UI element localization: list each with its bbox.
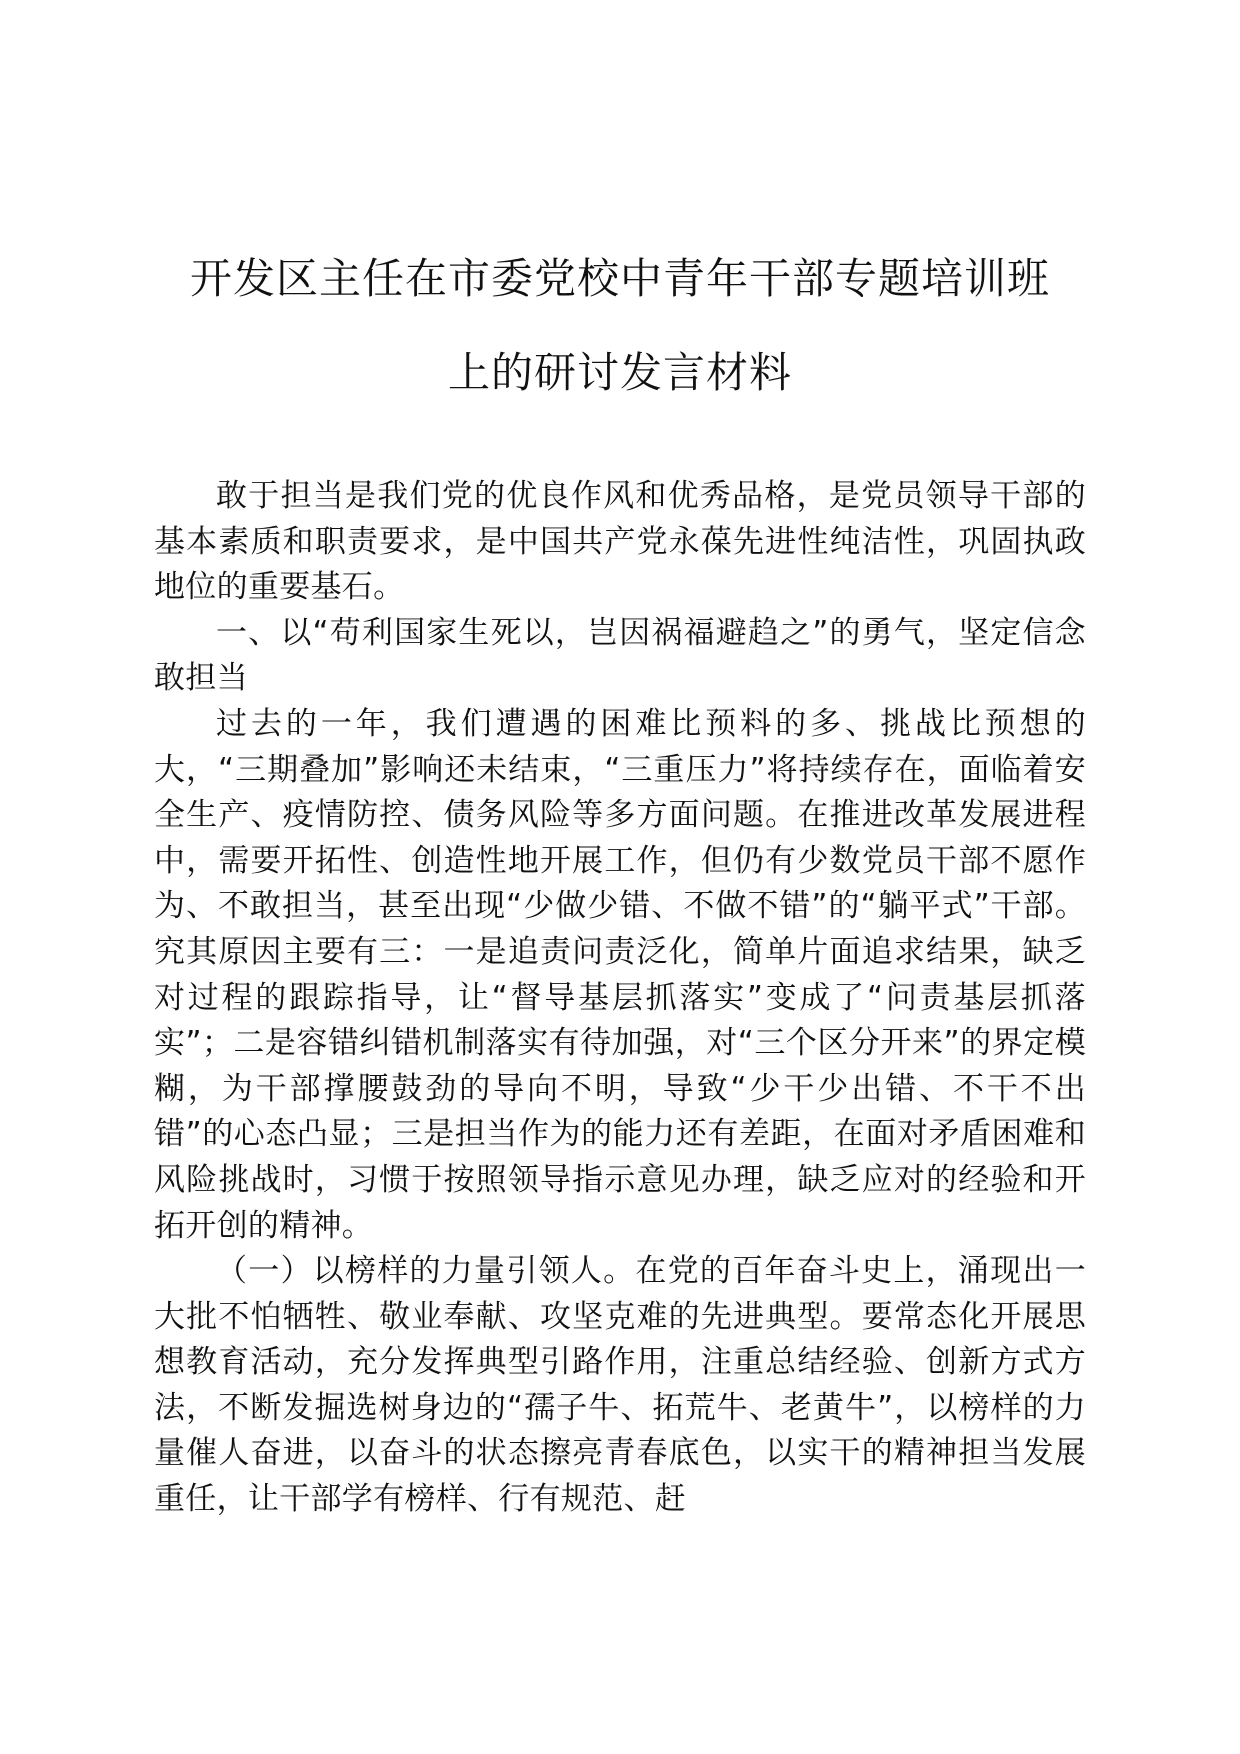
body-paragraph-1: 过去的一年，我们遭遇的困难比预料的多、挑战比预想的大，“三期叠加”影响还未结束，“三重压力”将持续存在，面临着安全生产、疫情防控、债务风险等多方面问题。在推进改革发展进程中，需要开拓性、创造性地开展工作，但仍有少数党员干部不愿作为、不敢担当，甚至出现“少做少错、不做不错”的“躺平式”干部。究其原因主要有三：一是追责问责泛化，简单片面追求结果，缺乏对过程的跟踪指导，让“督导基层抓落实”变成了“问责基层抓落实”；二是容错纠错机制落实有待加强，对“三个区分开来”的界定模糊，为干部撑腰鼓劲的导向不明，导致“少干少出错、不干不出错”的心态凸显；三是担当作为的能力还有差距，在面对矛盾困难和风险挑战时，习惯于按照领导指示意见办理，缺乏应对的经验和开拓开创的精神。 — [154, 705, 1086, 1244]
section-heading-1: 一、以“苟利国家生死以，岂因祸福避趋之”的勇气，坚定信念敢担当 — [154, 614, 1086, 697]
body-paragraph-2: （一）以榜样的力量引领人。在党的百年奋斗史上，涌现出一大批不怕牺牲、敬业奉献、攻坚克难的先进典型。要常态化开展思想教育活动，充分发挥典型引路作用，注重总结经验、创新方式方法，不断发掘选树身边的“孺子牛、拓荒牛、老黄牛”，以榜样的力量催人奋进，以奋斗的状态擦亮青春底色，以实干的精神担当发展重任，让干部学有榜样、行有规范、赶 — [154, 1253, 1086, 1518]
title-line-2: 上的研讨发言材料 — [447, 348, 792, 397]
intro-paragraph: 敢于担当是我们党的优良作风和优秀品格，是党员领导干部的基本素质和职责要求，是中国共产党永葆先进性纯洁性，巩固执政地位的重要基石。 — [154, 478, 1086, 606]
document-body — [154, 474, 1086, 1523]
document-title — [140, 232, 1100, 420]
title-line-1: 开发区主任在市委党校中青年干部专题培训班 — [189, 254, 1050, 303]
